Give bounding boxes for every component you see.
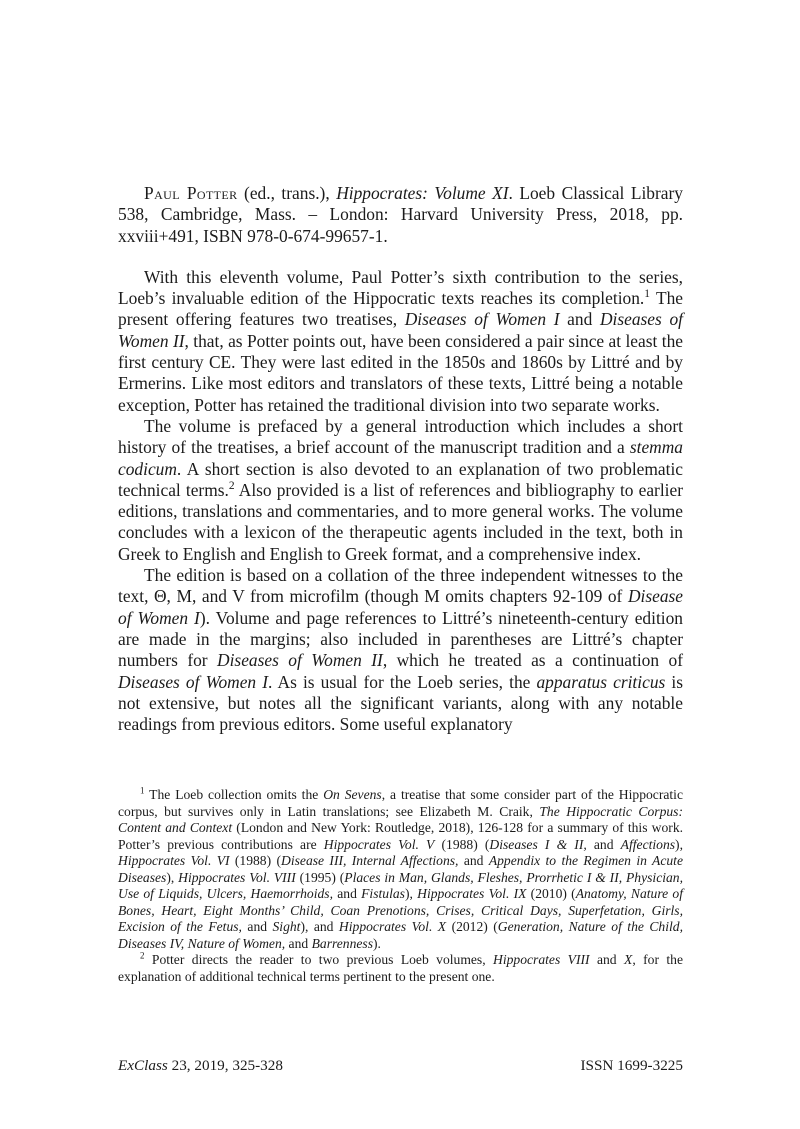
page-footer xyxy=(118,1056,683,1075)
footnote-1-text: The Loeb collection omits the On Sevens, a treatise that some consider part of the Hippocratic corpus, but survives only in Latin translations; see Elizabeth M. Craik, The Hippocratic Corpus: Content and Context (London and New York: Routledge, 2018), 126-128 for a summary of this work. Potter’s previous contributions are Hippocrates Vol. V (1988) (Diseases I & II, and Affections), Hippocrates Vol. VI (1988) (Disease III, Internal Affections, and Appendix to the Regimen in Acute Diseases), Hippocrates Vol. VIII (1995) (Places in Man, Glands, Fleshes, Prorrhetic I & II, Physician, Use of Liquids, Ulcers, Haemorrhoids, and Fistulas), Hippocrates Vol. IX (2010) (Anatomy, Nature of Bones, Heart, Eight Months’ Child, Coan Prenotions, Crises, Critical Days, Superfetation, Girls, Excision of the Fetus, and Sight), and Hippocrates Vol. X (2012) (Generation, Nature of the Child, Diseases IV, Nature of Women, and Barrenness). xyxy=(118,787,684,951)
footnotes-section xyxy=(118,787,683,986)
paragraph-1: With this eleventh volume, Paul Potter’s sixth contribution to the series, Loeb’s invaluable edition of the Hippocratic texts reaches its completion.$^1$ The present offering features two treatises, Diseases of Women I and Diseases of Women II, that, as Potter points out, have been considered a pair since at least the first century CE. They were last edited in the 1850s and 1860s by Littré and by Ermerins. Like most editors and translators of these texts, Littré being a notable exception, Potter has retained the traditional division into two separate works. xyxy=(118,266,683,415)
footnote-2 xyxy=(118,952,683,985)
review-paragraphs xyxy=(118,267,683,736)
paragraph-3: The edition is based on a collation of the three independent witnesses to the text, Θ, M, and V from microfilm (though M omits chapters 92-109 of Disease of Women I). Volume and page references to Littré’s nineteenth-century edition are made in the margins; also included in parentheses are Littré’s chapter numbers for Diseases of Women II, which he treated as a continuation of Diseases of Women I. As is usual for the Loeb series, the apparatus criticus is not extensive, but notes all the significant variants, along with any notable readings from previous editors. Some useful explanatory xyxy=(118,565,683,735)
reference-heading xyxy=(118,183,683,247)
journal-citation xyxy=(118,1056,283,1075)
footnote-2-text: Potter directs the reader to two previous Loeb volumes, Hippocrates VIII and X, for the explanation of additional technical terms pertinent to the present one. xyxy=(118,952,683,985)
issn-label: ISSN 1699-3225 xyxy=(580,1057,683,1074)
reference-title: Hippocrates: Volume XI xyxy=(336,183,509,203)
page-body xyxy=(118,183,683,735)
footnote-2-marker: 2 xyxy=(140,950,145,961)
footnote-1 xyxy=(118,787,683,952)
paragraph-2: The volume is prefaced by a general introduction which includes a short history of the treatises, a brief account of the manuscript tradition and a stemma codicum. A short section is also devoted to an explanation of two problematic technical terms.$^2$ Also provided is a list of references and bibliography to earlier editions, translations and commentaries, and to more general works. The volume concludes with a lexicon of the therapeutic agents included in the text, both in Greek to English and English to Greek format, and a comprehensive index. xyxy=(118,415,684,564)
footnote-1-marker: 1 xyxy=(140,785,145,796)
journal-name: ExClass xyxy=(118,1057,168,1074)
journal-issue-pages: 23, 2019, 325-328 xyxy=(167,1057,283,1074)
reference-author: Paul Potter xyxy=(144,183,238,203)
reference-publication-info: . Loeb Classical Library 538, Cambridge, Mass. – London: Harvard University Press, 2018, pp. xxviii+491, ISBN 978-0-674-99657-1. xyxy=(118,183,683,246)
reference-role: (ed., trans.), xyxy=(237,183,337,203)
